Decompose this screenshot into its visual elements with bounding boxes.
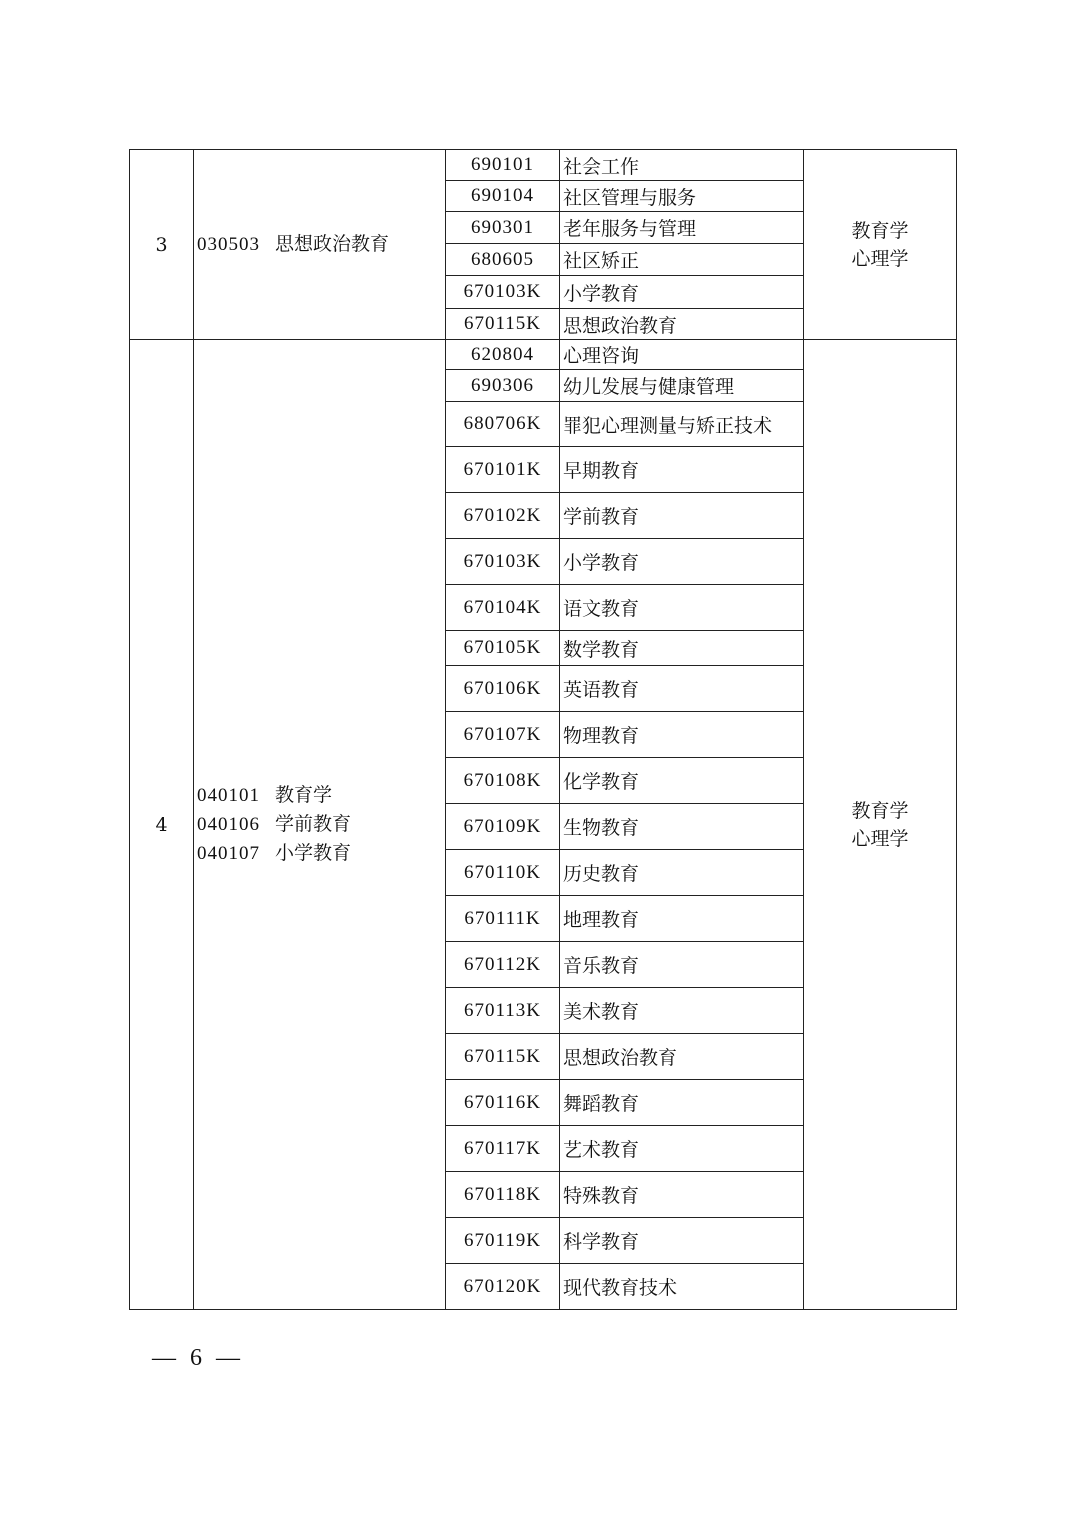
college-major-code: 620804 [446, 340, 560, 370]
bachelor-major-name: 学前教育 [275, 813, 352, 835]
table-row [130, 340, 957, 370]
college-major-name: 特殊教育 [560, 1172, 804, 1218]
bachelor-major-code: 030503 [197, 234, 260, 255]
bachelor-major-name: 思想政治教育 [275, 233, 390, 255]
college-major-name: 心理咨询 [560, 340, 804, 370]
bachelor-major [197, 230, 445, 259]
college-major-name: 科学教育 [560, 1218, 804, 1264]
college-major-name: 小学教育 [560, 539, 804, 585]
college-major-code: 670118K [446, 1172, 560, 1218]
college-major-code: 670103K [446, 539, 560, 585]
college-major-code: 670115K [446, 309, 560, 340]
college-major-name: 社区管理与服务 [560, 181, 804, 212]
bachelor-major [197, 781, 445, 810]
college-major-name: 历史教育 [560, 850, 804, 896]
college-major-name: 幼儿发展与健康管理 [560, 370, 804, 402]
bachelor-major-code: 040106 [197, 814, 260, 835]
college-major-code: 670111K [446, 896, 560, 942]
college-major-code: 680706K [446, 402, 560, 447]
page-number: — 6 — [152, 1345, 244, 1371]
college-major-name: 社区矫正 [560, 244, 804, 276]
college-major-code: 670110K [446, 850, 560, 896]
bachelor-major-name: 教育学 [275, 784, 333, 806]
college-major-name: 舞蹈教育 [560, 1080, 804, 1126]
college-major-code: 670120K [446, 1264, 560, 1310]
college-major-code: 680605 [446, 244, 560, 276]
majors-table [129, 149, 957, 1310]
college-major-code: 670107K [446, 712, 560, 758]
college-major-name: 生物教育 [560, 804, 804, 850]
college-major-code: 690306 [446, 370, 560, 402]
college-major-name: 物理教育 [560, 712, 804, 758]
college-major-name: 英语教育 [560, 666, 804, 712]
bachelor-majors-cell [194, 150, 446, 340]
college-major-name: 社会工作 [560, 150, 804, 181]
exam-subjects-cell [804, 150, 957, 340]
college-major-code: 670105K [446, 631, 560, 666]
college-major-name: 早期教育 [560, 447, 804, 493]
college-major-code: 670119K [446, 1218, 560, 1264]
bachelor-major-name: 小学教育 [275, 842, 352, 864]
college-major-code: 670112K [446, 942, 560, 988]
college-major-name: 艺术教育 [560, 1126, 804, 1172]
college-major-name: 思想政治教育 [560, 1034, 804, 1080]
college-major-code: 690101 [446, 150, 560, 181]
college-major-code: 670109K [446, 804, 560, 850]
college-major-code: 670116K [446, 1080, 560, 1126]
bachelor-major-code: 040101 [197, 785, 260, 806]
college-major-code: 690301 [446, 212, 560, 244]
college-major-code: 670113K [446, 988, 560, 1034]
sequence-cell: 4 [130, 340, 194, 1310]
college-major-code: 670101K [446, 447, 560, 493]
bachelor-majors-cell [194, 340, 446, 1310]
table-row [130, 150, 957, 181]
college-major-code: 690104 [446, 181, 560, 212]
college-major-code: 670104K [446, 585, 560, 631]
exam-subject: 心理学 [851, 247, 909, 270]
college-major-name: 化学教育 [560, 758, 804, 804]
college-major-name: 音乐教育 [560, 942, 804, 988]
table-body [130, 150, 957, 1310]
bachelor-major [197, 810, 445, 839]
college-major-name: 学前教育 [560, 493, 804, 539]
bachelor-major-code: 040107 [197, 843, 260, 864]
college-major-code: 670106K [446, 666, 560, 712]
college-major-name: 美术教育 [560, 988, 804, 1034]
college-major-code: 670108K [446, 758, 560, 804]
exam-subject: 教育学 [851, 799, 909, 822]
sequence-cell: 3 [130, 150, 194, 340]
college-major-name: 数学教育 [560, 631, 804, 666]
college-major-name: 老年服务与管理 [560, 212, 804, 244]
college-major-name: 语文教育 [560, 585, 804, 631]
college-major-name: 现代教育技术 [560, 1264, 804, 1310]
college-major-name: 罪犯心理测量与矫正技术 [560, 402, 804, 447]
college-major-code: 670115K [446, 1034, 560, 1080]
college-major-code: 670102K [446, 493, 560, 539]
exam-subject: 教育学 [851, 219, 909, 242]
exam-subject: 心理学 [851, 827, 909, 850]
college-major-code: 670117K [446, 1126, 560, 1172]
college-major-name: 思想政治教育 [560, 309, 804, 340]
college-major-code: 670103K [446, 276, 560, 309]
bachelor-major [197, 839, 445, 868]
exam-subjects-cell [804, 340, 957, 1310]
college-major-name: 地理教育 [560, 896, 804, 942]
college-major-name: 小学教育 [560, 276, 804, 309]
